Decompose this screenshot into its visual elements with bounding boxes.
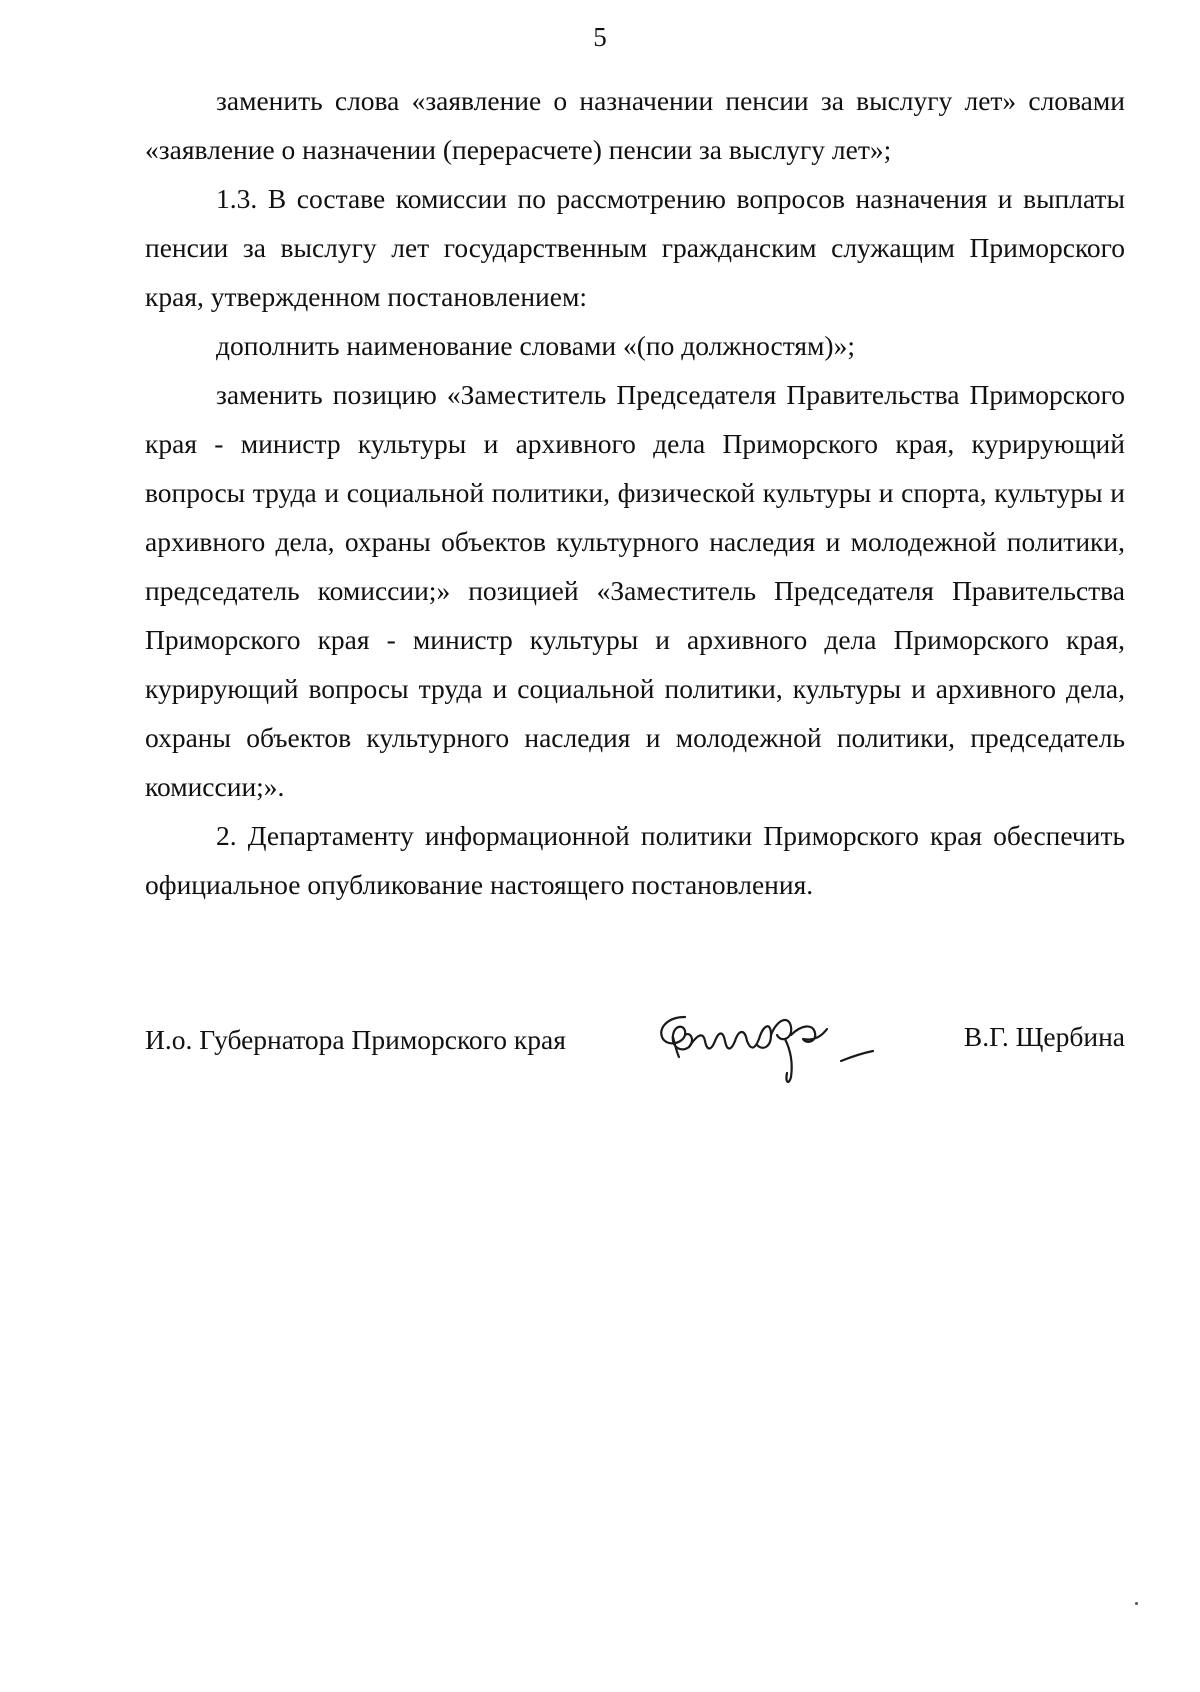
paragraph: заменить слова «заявление о назначении пенсии за выслугу лет» словами «заявление о назначении (перерасчете) пенсии за выслугу лет»; [145,85,1125,165]
scan-speck [1135,1602,1138,1605]
document-body [145,76,1125,909]
paragraph: дополнить наименование словами «(по должностям)»; [216,330,855,361]
signature-block [145,1005,1125,1095]
paragraph: 1.3. В составе комиссии по рассмотрению вопросов назначения и выплаты пенсии за выслугу лет государственным гражданским служащим Приморского края, утвержденном постановлением: [145,183,1125,312]
signatory-name: В.Г. Щербина [963,1021,1125,1052]
paragraph: 2. Департаменту информационной политики Приморского края обеспечить официальное опубликование настоящего постановления. [145,820,1125,900]
paragraph: заменить позицию «Заместитель Председателя Правительства Приморского края - министр культуры и архивного дела Приморского края, курирующий вопросы труда и социальной политики, физической культуры и спорта, культуры и архивного дела, охраны объектов культурного наследия и молодежной политики, председатель комиссии;» позицией «Заместитель Председателя Правительства Приморского края - министр культуры и архивного дела Приморского края, курирующий вопросы труда и социальной политики, культуры и архивного дела, охраны объектов культурного наследия и молодежной политики, председатель комиссии;». [145,379,1125,802]
page-number: 5 [593,22,607,52]
handwritten-signature [645,995,875,1090]
signatory-title: И.о. Губернатора Приморского края [145,1024,566,1055]
